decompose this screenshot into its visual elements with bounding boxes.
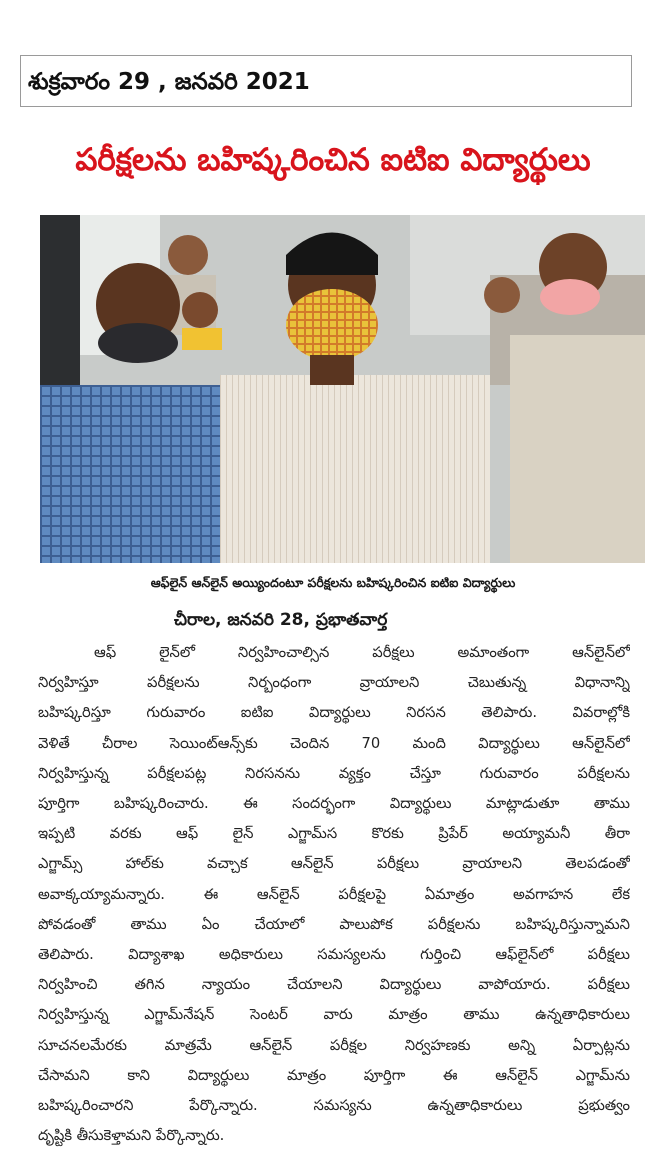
article-line: పూర్తిగా బహిష్కరించారు. ఈ సందర్భంగా విద్యార్థులు మాట్లాడుతూ తాము (38, 795, 630, 813)
article-line: నిర్వహిస్తున్న పరీక్షలపట్ల నిరసనను వ్యక్తం చేస్తూ గురువారం పరీక్షలను (38, 764, 630, 782)
article-body (38, 638, 630, 1151)
photo-caption: ఆఫ్‌లైన్ ఆన్‌లైన్ అయ్యిందంటూ పరీక్షలను బహిష్కరించిన ఐటిఐ విద్యార్థులు (150, 575, 516, 590)
article-line: వెళితే చీరాల సెయింట్ఆన్స్‌కు చెందిన 70 మంది విద్యార్థులు ఆన్‌లైన్‌లో (38, 734, 630, 752)
article-line: అవాక్కయ్యామన్నారు. ఈ ఆన్‌లైన్ పరీక్షలపై ఏమాత్రం అవగాహన లేక (38, 885, 630, 903)
article-line: నిర్వహిస్తూ పరీక్షలను నిర్బంధంగా వ్రాయాలని చెబుతున్న విధానాన్ని (38, 674, 630, 692)
article-line: తెలిపారు. విద్యాశాఖ అధికారులు సమస్యలను గుర్తించి ఆఫ్‌లైన్‌లో పరీక్షలు (38, 946, 630, 964)
article-line: నిర్వహిస్తున్న ఎగ్జామ్‌నేషన్ సెంటర్ వారు మాత్రం తాము ఉన్నతాధికారులు (38, 1006, 630, 1024)
headline: పరీక్షలను బహిష్కరించిన ఐటిఐ విద్యార్థులు (75, 142, 591, 178)
article-line: నిర్వహించి తగిన న్యాయం చేయాలని విద్యార్థులు వాపోయారు. పరీక్షలు (38, 976, 630, 994)
article-line: ఎగ్జామ్స్ హాల్‌కు వచ్చాక ఆన్‌లైన్ పరీక్షలు వ్రాయాలని తెలపడంతో (38, 855, 630, 873)
news-photo (40, 215, 645, 563)
article-line: బహిష్కరించారని పేర్కొన్నారు. సమస్యను ఉన్నతాధికారులు ప్రభుత్వం (38, 1097, 630, 1115)
article-line: సూచనలమేరకు మాత్రమే ఆన్‌లైన్ పరీక్షల నిర్వహణకు అన్ని ఏర్పాట్లను (38, 1036, 630, 1054)
article-line: చేసామని కాని విద్యార్థులు మాత్రం పూర్తిగా ఈ ఆన్‌లైన్ ఎగ్జామ్‌ను (38, 1066, 630, 1084)
article-line: ఆఫ్ లైన్‌లో నిర్వహించాల్సిన పరీక్షలు అమాంతంగా ఆన్‌లైన్‌లో (94, 644, 630, 661)
article-line: దృష్టికి తీసుకెళ్తామని పేర్కొన్నారు. (38, 1127, 225, 1145)
article-line: ఇప్పటి వరకు ఆఫ్ లైన్ ఎగ్జామ్‌‌స కొరకు ప్రిపేర్ అయ్యామనీ తీరా (38, 825, 630, 843)
dateline: చీరాల, జనవరి 28, ప్రభాతవార్త (174, 610, 388, 630)
article-line: పోవడంతో తాము ఏం చేయాలో పాలుపోక పరీక్షలను బహిష్కరిస్తున్నామని (38, 915, 630, 933)
article-line: బహిష్కరిస్తూ గురువారం ఐటిఐ విద్యార్థులు నిరసన తెలిపారు. వివరాల్లోకి (38, 704, 630, 722)
publication-date: శుక్రవారం 29 , జనవరి 2021 (28, 69, 310, 95)
